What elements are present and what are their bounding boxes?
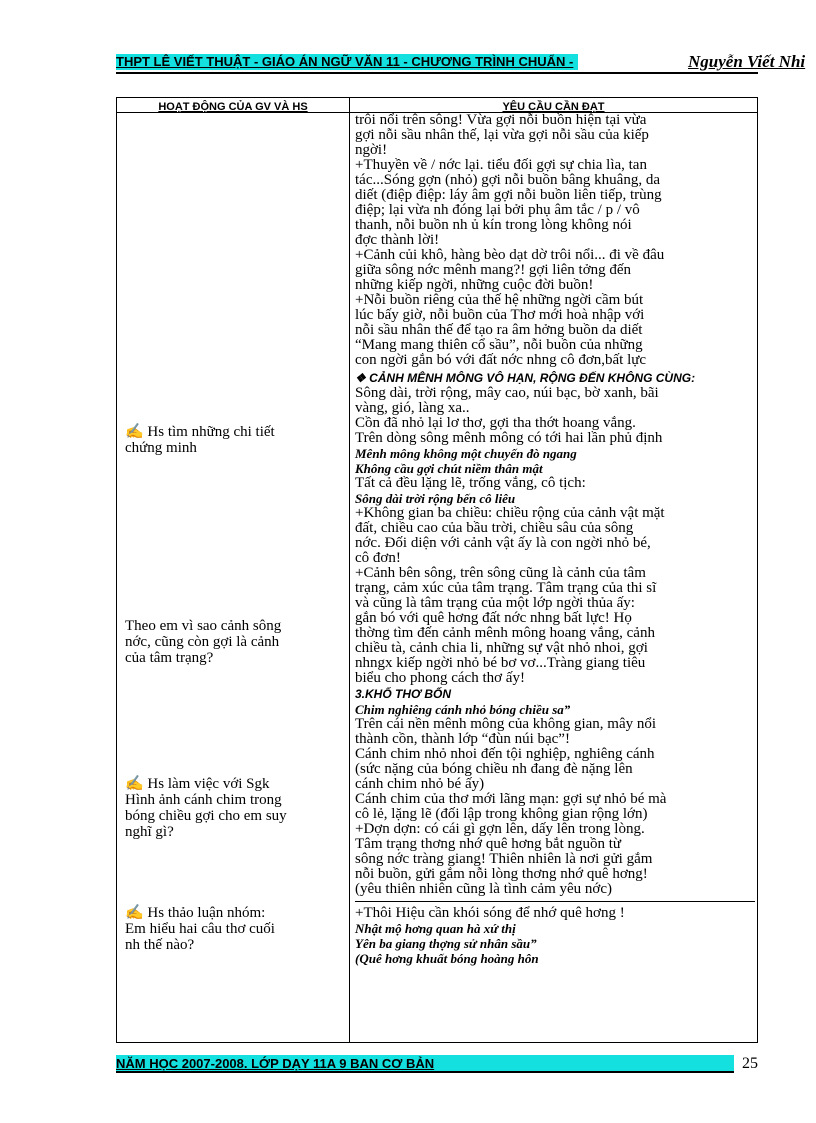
text-line: gắn bó với quê hơng đất nớc nhng bất lực! Họ bbox=[355, 610, 632, 626]
question-line: ✍ Hs tìm những chi tiết bbox=[125, 424, 275, 440]
footer-text: NĂM HỌC 2007-2008. LỚP DẠY 11A 9 BAN CƠ BẢN bbox=[116, 1056, 435, 1071]
text-line: chiều tà, cảnh chia li, những sự vật nhỏ nhoi, gợi bbox=[355, 640, 648, 656]
left-question bbox=[125, 618, 345, 666]
text-line: trôi nổi trên sông! Vừa gợi nỗi buồn hiện tại vừa bbox=[355, 112, 647, 128]
question-line: bóng chiều gợi cho em suy bbox=[125, 808, 287, 824]
question-line: chứng minh bbox=[125, 440, 197, 456]
verse-line: Nhật mộ hơng quan hà xứ thị bbox=[355, 921, 516, 936]
left-question bbox=[125, 905, 345, 953]
text-line: cô đơn! bbox=[355, 550, 401, 566]
lesson-table bbox=[116, 97, 758, 1043]
intro-block bbox=[355, 113, 755, 368]
section-title: ❖ CẢNH MÊNH MÔNG VÔ HẠN, RỘNG ĐẾN KHÔNG CÙNG: bbox=[355, 371, 696, 385]
column-divider bbox=[349, 98, 350, 1042]
text-line: nỗi buồn, gửi gắm nỗi lòng thơng nhớ quê hơng! bbox=[355, 866, 648, 882]
page-footer bbox=[116, 1053, 758, 1073]
verse-line: Yên ba giang thợng sử nhân sầu” bbox=[355, 936, 537, 951]
text-line: thờng tìm đến cảnh mênh mông hoang vắng, cảnh bbox=[355, 625, 655, 641]
question-line: Em hiểu hai câu thơ cuối bbox=[125, 921, 275, 937]
verse-line: Sông dài trời rộng bến cô liêu bbox=[355, 491, 516, 506]
column-header-requirements: YÊU CẦU CẦN ĐẠT bbox=[502, 101, 605, 113]
text-line: ngời! bbox=[355, 142, 388, 158]
text-line: giữa sông nớc mênh mang?! gợi liên tởng đến bbox=[355, 262, 632, 278]
page-header bbox=[116, 52, 806, 74]
text-line: thanh, nỗi buồn nh ủ kín trong lòng không nói bbox=[355, 217, 632, 233]
text-line: +Thôi Hiệu cần khói sóng để nhớ quê hơng ! bbox=[355, 905, 625, 921]
text-line: thành cồn, thành lớp “đùn núi bạc”! bbox=[355, 731, 570, 747]
column-header-activities: HOẠT ĐỘNG CỦA GV VÀ HS bbox=[158, 101, 308, 113]
header-title: THPT LÊ VIẾT THUẬT - GIÁO ÁN NGỮ VĂN 11 - CHƯƠNG TRÌNH CHUẨN - bbox=[116, 54, 574, 69]
text-line: +Cảnh củi khô, hàng bèo dạt dờ trôi nổi... đi về đâu bbox=[355, 247, 665, 263]
text-line: nỗi sầu nhân thế để tạo ra âm hởng buồn da diết bbox=[355, 322, 643, 338]
text-line: (yêu thiên nhiên cũng là tình cảm yêu nớc) bbox=[355, 881, 613, 897]
text-line: +Cảnh bên sông, trên sông cũng là cảnh của tâm bbox=[355, 565, 646, 581]
text-line: đợc thành lời! bbox=[355, 232, 440, 248]
question-line: Theo em vì sao cảnh sông bbox=[125, 618, 282, 634]
text-line: (sức nặng của bóng chiều nh đang đè nặng lên bbox=[355, 761, 633, 777]
text-line: Cồn đã nhỏ lại lơ thơ, gợi tha thớt hoang vắng. bbox=[355, 415, 636, 431]
question-line: ✍ Hs thảo luận nhóm: bbox=[125, 905, 266, 921]
question-line: của tâm trạng? bbox=[125, 650, 214, 666]
text-line: trạng, cảm xúc của tâm trạng. Tâm trạng của thi sĩ bbox=[355, 580, 657, 596]
verse-line: Mênh mông không một chuyến đò ngang bbox=[355, 446, 577, 461]
text-line: gợi nỗi sầu nhân thế, lại vừa gợi nỗi sầu của kiếp bbox=[355, 127, 649, 143]
text-line: “Mang mang thiên cổ sầu”, nỗi buồn của những bbox=[355, 337, 643, 353]
text-line: vàng, gió, làng xa.. bbox=[355, 400, 470, 416]
left-question bbox=[125, 776, 345, 840]
text-line: nớc. Đối diện với cảnh vật ấy là con ngời nhỏ bé, bbox=[355, 535, 651, 551]
stanza-four-block bbox=[355, 702, 755, 897]
text-line: tác...Sóng gợn (nhỏ) gợi nỗi buồn bâng khuâng, da bbox=[355, 172, 660, 188]
left-question bbox=[125, 424, 345, 456]
text-line: +Nỗi buồn riêng của thế hệ những ngời cầm bút bbox=[355, 292, 644, 308]
text-line: sông nớc tràng giang! Thiên nhiên là nơi gửi gắm bbox=[355, 851, 653, 867]
text-line: điệp; lại vừa nh đóng lại bởi phụ âm tắc / p / vô bbox=[355, 202, 640, 218]
text-line: Tất cả đều lặng lẽ, trống vắng, cô tịch: bbox=[355, 475, 586, 491]
text-line: Trên dòng sông mênh mông có tới hai lần phủ định bbox=[355, 430, 663, 446]
text-line: Cánh chim nhỏ nhoi đến tội nghiệp, nghiêng cánh bbox=[355, 746, 655, 762]
text-line: Tâm trạng thơng nhớ quê hơng bắt nguồn từ bbox=[355, 836, 622, 852]
requirements-content bbox=[355, 113, 755, 966]
text-line: Cánh chim của thơ mới lãng mạn: gợi sự nhỏ bé mà bbox=[355, 791, 667, 807]
space-block bbox=[355, 386, 755, 686]
verse-line: (Quê hơng khuất bóng hoàng hôn bbox=[355, 951, 539, 966]
text-line: biểu cho phong cách thơ ấy! bbox=[355, 670, 525, 686]
text-line: và cũng là tâm trạng của một lớp ngời thủa ấy: bbox=[355, 595, 635, 611]
text-line: nhngx kiếp ngời nhỏ bé bơ vơ...Tràng giang tiêu bbox=[355, 655, 646, 671]
text-line: những kiếp ngời, những cuộc đời buồn! bbox=[355, 277, 594, 293]
text-line: diết (điệp điệp: láy âm gợi nỗi buồn liên tiếp, trùng bbox=[355, 187, 662, 203]
question-line: nớc, cũng còn gợi là cảnh bbox=[125, 634, 280, 650]
verse-line: Chim nghiêng cánh nhỏ bóng chiều sa” bbox=[355, 702, 571, 717]
question-line: nh thế nào? bbox=[125, 937, 195, 953]
page-number: 25 bbox=[742, 1055, 758, 1072]
question-line: ✍ Hs làm việc với Sgk bbox=[125, 776, 270, 792]
text-line: +Thuyền về / nớc lại. tiểu đối gợi sự chia lìa, tan bbox=[355, 157, 647, 173]
text-line: +Dợn dợn: có cái gì gợn lên, dấy lên trong lòng. bbox=[355, 821, 645, 837]
poem-comparison-block bbox=[355, 901, 755, 966]
text-line: Trên cái nền mênh mông của không gian, mây nổi bbox=[355, 716, 657, 732]
text-line: Sông dài, trời rộng, mây cao, núi bạc, bờ xanh, bãi bbox=[355, 385, 659, 401]
section-title: 3.KHỔ THƠ BỐN bbox=[355, 687, 452, 701]
text-line: lúc bấy giờ, nỗi buồn của Thơ mới hoà nhập với bbox=[355, 307, 645, 323]
question-line: Hình ảnh cánh chim trong bbox=[125, 792, 282, 808]
text-line: cô lẻ, lặng lẽ (đối lập trong không gian rộng lớn) bbox=[355, 806, 648, 822]
text-line: đất, chiều cao của bầu trời, chiều sâu của sông bbox=[355, 520, 634, 536]
header-author: Nguyễn Viết Nhi bbox=[688, 52, 806, 71]
question-line: nghĩ gì? bbox=[125, 824, 174, 840]
text-line: +Không gian ba chiều: chiều rộng của cảnh vật mặt bbox=[355, 505, 665, 521]
text-line: cánh chim nhỏ bé ấy) bbox=[355, 776, 485, 792]
verse-line: Không cầu gợi chút niềm thân mật bbox=[355, 461, 543, 476]
text-line: con ngời gắn bó với đất nớc nhng cô đơn,bất lực bbox=[355, 352, 647, 368]
